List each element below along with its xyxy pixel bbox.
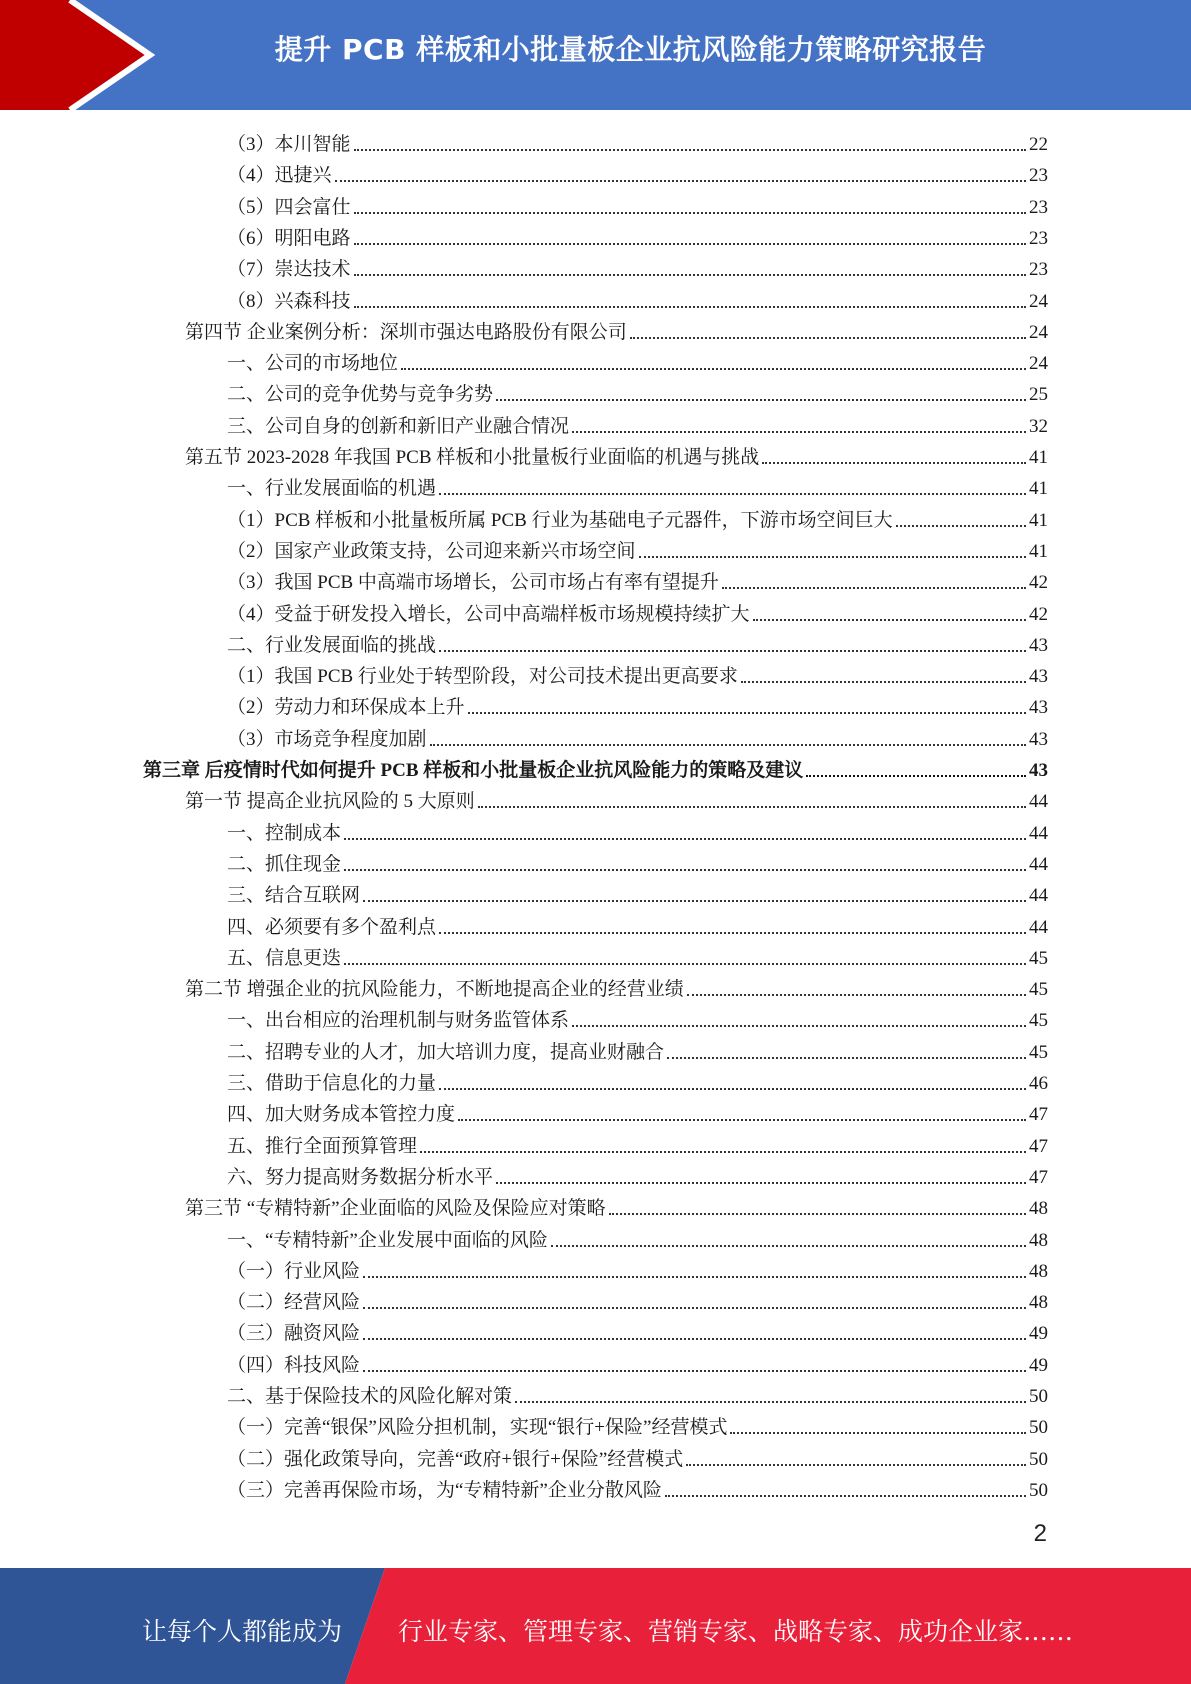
- toc-entry[interactable]: [227, 222, 1048, 250]
- toc-entry-page: 50: [1029, 1417, 1048, 1439]
- toc-entry-page: 44: [1029, 885, 1048, 907]
- toc-dot-leader: [363, 1338, 1026, 1340]
- toc-entry-title: （4）迅捷兴: [227, 165, 332, 187]
- toc-entry-page: 47: [1029, 1135, 1048, 1157]
- toc-entry-page: 48: [1029, 1260, 1048, 1282]
- toc-dot-leader: [439, 493, 1026, 495]
- toc-entry[interactable]: [227, 128, 1048, 156]
- toc-entry[interactable]: [227, 253, 1048, 281]
- toc-entry[interactable]: [227, 691, 1048, 719]
- toc-entry-title: 六、努力提高财务数据分析水平: [227, 1166, 494, 1188]
- toc-entry-page: 44: [1029, 791, 1048, 813]
- toc-entry[interactable]: [227, 879, 1048, 907]
- page-header: [0, 0, 1191, 110]
- toc-entry-page: 24: [1029, 290, 1048, 312]
- toc-entry-title: 第二节 增强企业的抗风险能力，不断地提高企业的经营业绩: [185, 979, 684, 1001]
- toc-dot-leader: [741, 681, 1026, 683]
- toc-entry[interactable]: [227, 1317, 1048, 1345]
- toc-entry-page: 45: [1029, 979, 1048, 1001]
- toc-entry[interactable]: [227, 1161, 1048, 1189]
- toc-entry-page: 44: [1029, 853, 1048, 875]
- toc-entry-page: 43: [1029, 666, 1048, 688]
- toc-entry-page: 48: [1029, 1198, 1048, 1220]
- toc-entry-title: 二、公司的竞争优势与竞争劣势: [227, 384, 494, 406]
- toc-dot-leader: [401, 368, 1026, 370]
- toc-entry-page: 42: [1029, 572, 1048, 594]
- toc-entry[interactable]: [143, 754, 1048, 782]
- toc-dot-leader: [572, 1025, 1026, 1027]
- toc-entry-title: （2）劳动力和环保成本上升: [227, 697, 465, 719]
- toc-entry[interactable]: [227, 1286, 1048, 1314]
- toc-dot-leader: [354, 149, 1026, 151]
- page-footer: [0, 1568, 1191, 1684]
- toc-entry[interactable]: [227, 410, 1048, 438]
- toc-entry-title: 一、控制成本: [227, 822, 342, 844]
- toc-entry-title: 二、招聘专业的人才，加大培训力度，提高业财融合: [227, 1041, 665, 1063]
- toc-entry[interactable]: [227, 723, 1048, 751]
- toc-dot-leader: [730, 1432, 1026, 1434]
- toc-entry-page: 22: [1029, 134, 1048, 155]
- toc-entry[interactable]: [227, 378, 1048, 406]
- toc-entry-page: 41: [1029, 540, 1048, 562]
- toc-entry[interactable]: [185, 441, 1048, 469]
- toc-entry-page: 42: [1029, 603, 1048, 625]
- toc-dot-leader: [439, 1088, 1026, 1090]
- toc-entry-title: 五、信息更迭: [227, 947, 342, 969]
- toc-entry-page: 43: [1029, 728, 1048, 750]
- toc-entry-title: 三、公司自身的创新和新旧产业融合情况: [227, 415, 570, 437]
- toc-entry[interactable]: [227, 1224, 1048, 1252]
- toc-entry-page: 32: [1029, 415, 1048, 437]
- toc-entry-title: （7）崇达技术: [227, 259, 351, 281]
- toc-entry-page: 50: [1029, 1386, 1048, 1407]
- page-number: 2: [1033, 1520, 1047, 1547]
- toc-entry[interactable]: [227, 1443, 1048, 1471]
- toc-entry-title: （1）我国 PCB 行业处于转型阶段，对公司技术提出更高要求: [227, 666, 738, 688]
- toc-entry-title: 五、推行全面预算管理: [227, 1135, 418, 1157]
- toc-entry[interactable]: [227, 285, 1048, 313]
- toc-entry-page: 23: [1029, 196, 1048, 218]
- toc-dot-leader: [363, 900, 1026, 902]
- toc-entry-page: 23: [1029, 227, 1048, 249]
- toc-entry-title: （三）完善再保险市场，为“专精特新”企业分散风险: [227, 1479, 662, 1501]
- toc-entry-title: 第五节 2023-2028 年我国 PCB 样板和小批量板行业面临的机遇与挑战: [185, 447, 760, 468]
- toc-dot-leader: [354, 212, 1026, 214]
- toc-entry-page: 49: [1029, 1354, 1048, 1376]
- toc-entry-page: 43: [1029, 760, 1048, 781]
- toc-entry-page: 41: [1029, 478, 1048, 500]
- toc-entry[interactable]: [227, 535, 1048, 563]
- toc-entry[interactable]: [227, 911, 1048, 939]
- toc-dot-leader: [468, 712, 1026, 714]
- toc-entry[interactable]: [227, 629, 1048, 657]
- footer-slogan-right: 行业专家、管理专家、营销专家、战略专家、成功企业家……: [398, 1617, 1074, 1646]
- toc-dot-leader: [722, 587, 1026, 589]
- toc-dot-leader: [753, 619, 1026, 621]
- toc-entry-title: （2）国家产业政策支持，公司迎来新兴市场空间: [227, 540, 636, 562]
- toc-entry[interactable]: [227, 1349, 1048, 1377]
- toc-dot-leader: [667, 1057, 1026, 1059]
- toc-entry[interactable]: [227, 598, 1048, 626]
- toc-dot-leader: [762, 462, 1026, 464]
- toc-entry[interactable]: [227, 191, 1048, 219]
- toc-entry-title: 一、行业发展面临的机遇: [227, 478, 437, 500]
- toc-entry-title: 第四节 企业案例分析：深圳市强达电路股份有限公司: [185, 321, 627, 343]
- toc-entry-page: 24: [1029, 321, 1048, 343]
- toc-entry[interactable]: [227, 1036, 1048, 1064]
- toc-entry-title: 第一节 提高企业抗风险的 5 大原则: [185, 791, 475, 813]
- toc-entry-page: 44: [1029, 916, 1048, 938]
- toc-entry[interactable]: [185, 973, 1048, 1001]
- toc-dot-leader: [354, 274, 1026, 276]
- toc-entry-page: 47: [1029, 1104, 1048, 1126]
- toc-entry-title: 一、公司的市场地位: [227, 353, 399, 375]
- toc-entry-page: 45: [1029, 947, 1048, 969]
- toc-entry-title: （二）经营风险: [227, 1292, 361, 1314]
- toc-entry-page: 45: [1029, 1010, 1048, 1032]
- toc-entry[interactable]: [185, 1192, 1048, 1220]
- toc-entry-page: 24: [1029, 353, 1048, 375]
- toc-entry-title: 四、加大财务成本管控力度: [227, 1104, 456, 1126]
- toc-entry[interactable]: [227, 1004, 1048, 1032]
- toc-dot-leader: [639, 556, 1026, 558]
- toc-dot-leader: [572, 431, 1026, 433]
- toc-entry-title: 二、行业发展面临的挑战: [227, 634, 437, 656]
- toc-entry-page: 48: [1029, 1292, 1048, 1314]
- toc-entry-title: （8）兴森科技: [227, 290, 351, 312]
- toc-entry[interactable]: [227, 942, 1048, 970]
- toc-dot-leader: [686, 1464, 1026, 1466]
- toc-entry-page: 41: [1029, 447, 1048, 468]
- toc-entry-title: 一、“专精特新”企业发展中面临的风险: [227, 1229, 548, 1251]
- toc-dot-leader: [806, 775, 1026, 777]
- toc-entry[interactable]: [227, 347, 1048, 375]
- toc-entry-title: （6）明阳电路: [227, 227, 351, 249]
- report-title: 提升 PCB 样板和小批量板企业抗风险能力策略研究报告: [274, 33, 987, 66]
- toc-entry[interactable]: [227, 472, 1048, 500]
- toc-entry-title: 三、借助于信息化的力量: [227, 1073, 437, 1094]
- toc-entry-page: 25: [1029, 384, 1048, 406]
- toc-entry[interactable]: [227, 1255, 1048, 1283]
- toc-entry-title: 一、出台相应的治理机制与财务监管体系: [227, 1010, 570, 1032]
- toc-dot-leader: [630, 337, 1026, 339]
- toc-entry-title: （3）本川智能: [227, 134, 351, 155]
- toc-dot-leader: [609, 1213, 1026, 1215]
- toc-entry-title: 第三节 “专精特新”企业面临的风险及保险应对策略: [185, 1198, 606, 1220]
- toc-dot-leader: [344, 869, 1026, 871]
- toc-entry[interactable]: [227, 660, 1048, 688]
- toc-dot-leader: [363, 1276, 1026, 1278]
- toc-entry-title: （1）PCB 样板和小批量板所属 PCB 行业为基础电子元器件，下游市场空间巨大: [227, 509, 893, 531]
- toc-entry[interactable]: [227, 159, 1048, 187]
- toc-entry-title: （一）完善“银保”风险分担机制，实现“银行+保险”经营模式: [227, 1417, 728, 1439]
- toc-entry-title: （一）行业风险: [227, 1260, 361, 1282]
- toc-entry-title: 二、基于保险技术的风险化解对策: [227, 1386, 513, 1407]
- toc-dot-leader: [354, 243, 1026, 245]
- toc-entry-title: 第三章 后疫情时代如何提升 PCB 样板和小批量板企业抗风险能力的策略及建议: [143, 760, 804, 781]
- toc-entry-title: 三、结合互联网: [227, 885, 361, 907]
- toc-dot-leader: [496, 399, 1026, 401]
- toc-dot-leader: [551, 1245, 1026, 1247]
- toc-dot-leader: [439, 650, 1026, 652]
- toc-entry-page: 46: [1029, 1073, 1048, 1094]
- toc-dot-leader: [687, 994, 1026, 996]
- toc-entry-title: （5）四会富仕: [227, 196, 351, 218]
- toc-entry-page: 50: [1029, 1479, 1048, 1501]
- toc-entry-title: 二、抓住现金: [227, 853, 342, 875]
- toc-entry-page: 23: [1029, 165, 1048, 187]
- toc-entry-title: （三）融资风险: [227, 1323, 361, 1345]
- toc-entry-title: （二）强化政策导向，完善“政府+银行+保险”经营模式: [227, 1448, 684, 1470]
- toc-entry[interactable]: [227, 1067, 1048, 1095]
- toc-entry-page: 49: [1029, 1323, 1048, 1345]
- toc-entry[interactable]: [227, 1411, 1048, 1439]
- toc-dot-leader: [458, 1119, 1026, 1121]
- toc-dot-leader: [420, 1151, 1026, 1153]
- toc-entry-page: 43: [1029, 634, 1048, 656]
- toc-entry-page: 48: [1029, 1229, 1048, 1251]
- toc-entry[interactable]: [185, 316, 1048, 344]
- toc-entry[interactable]: [185, 785, 1048, 813]
- toc-entry[interactable]: [227, 1098, 1048, 1126]
- toc-dot-leader: [344, 838, 1026, 840]
- toc-entry-title: （3）我国 PCB 中高端市场增长，公司市场占有率有望提升: [227, 572, 719, 594]
- toc-entry-page: 50: [1029, 1448, 1048, 1470]
- toc-dot-leader: [354, 306, 1026, 308]
- toc-dot-leader: [363, 1370, 1026, 1372]
- toc-dot-leader: [515, 1401, 1026, 1403]
- toc-entry[interactable]: [227, 817, 1048, 845]
- toc-dot-leader: [478, 806, 1026, 808]
- toc-dot-leader: [665, 1495, 1026, 1497]
- toc-entry[interactable]: [227, 566, 1048, 594]
- toc-entry-page: 45: [1029, 1041, 1048, 1063]
- toc-entry-title: 四、必须要有多个盈利点: [227, 916, 437, 938]
- toc-dot-leader: [439, 932, 1026, 934]
- toc-entry[interactable]: [227, 848, 1048, 876]
- toc-dot-leader: [896, 525, 1026, 527]
- toc-entry-page: 23: [1029, 259, 1048, 281]
- toc-entry[interactable]: [227, 1130, 1048, 1158]
- toc-entry-title: （3）市场竞争程度加剧: [227, 728, 427, 750]
- toc-entry-page: 44: [1029, 822, 1048, 844]
- toc-entry-page: 41: [1029, 509, 1048, 531]
- toc-dot-leader: [344, 963, 1026, 965]
- footer-slogan-left: 让每个人都能成为: [142, 1617, 343, 1646]
- toc-dot-leader: [430, 744, 1026, 746]
- toc-entry-title: （4）受益于研发投入增长，公司中高端样板市场规模持续扩大: [227, 603, 750, 625]
- toc-dot-leader: [363, 1307, 1026, 1309]
- toc-entry-page: 43: [1029, 697, 1048, 719]
- toc-entry[interactable]: [227, 504, 1048, 532]
- toc-entry-page: 47: [1029, 1166, 1048, 1188]
- toc-entry-title: （四）科技风险: [227, 1354, 361, 1376]
- toc-entry[interactable]: [227, 1474, 1048, 1502]
- toc-dot-leader: [335, 180, 1026, 182]
- toc-dot-leader: [496, 1182, 1026, 1184]
- toc-entry[interactable]: [227, 1380, 1048, 1408]
